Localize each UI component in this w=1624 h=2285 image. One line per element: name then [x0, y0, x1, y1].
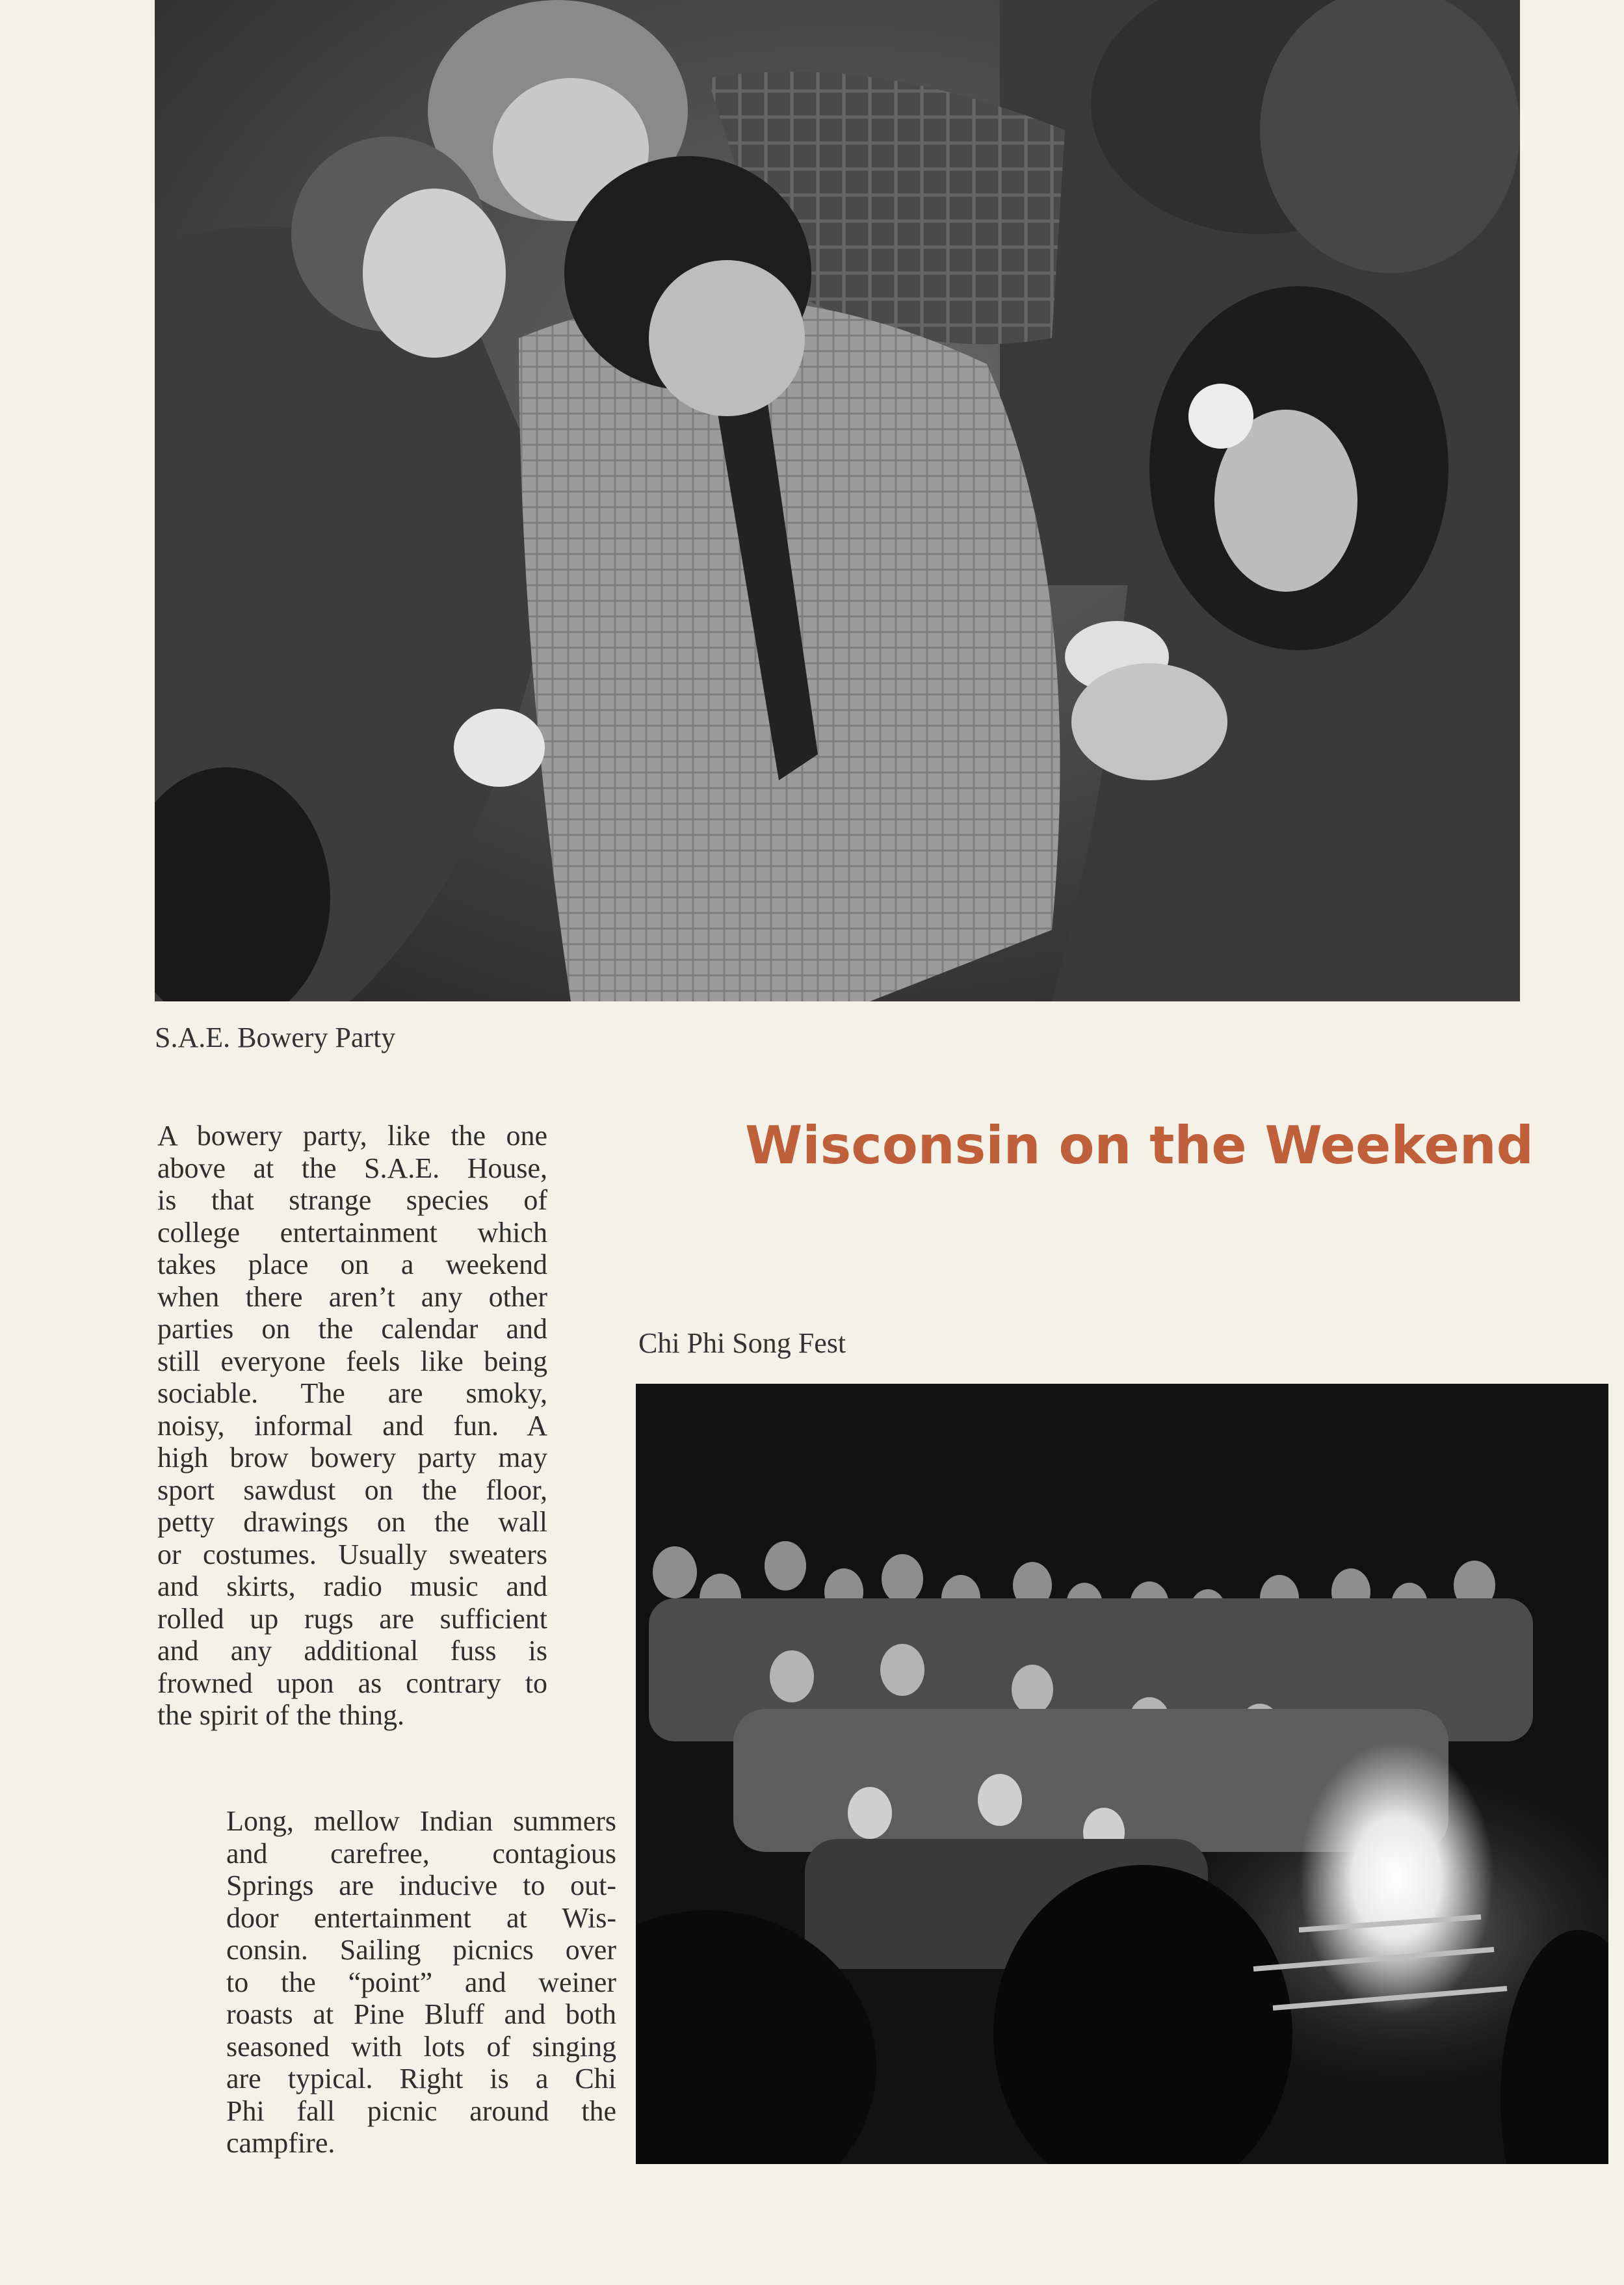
text-line: Phi fall picnic around the	[226, 2094, 616, 2127]
text-line: rolled up rugs are sufficient	[157, 1602, 547, 1635]
text-line: Springs are inducive to out-	[226, 1869, 616, 1901]
text-line: door entertainment at Wis-	[226, 1901, 616, 1934]
text-line: takes place on a weekend	[157, 1248, 547, 1280]
text-line: when there aren’t any other	[157, 1280, 547, 1313]
text-line: frowned upon as contrary to	[157, 1667, 547, 1699]
text-line: seasoned with lots of singing	[226, 2030, 616, 2063]
text-line: petty drawings on the wall	[157, 1506, 547, 1538]
text-line: sociable. The are smoky,	[157, 1377, 547, 1409]
photo-chi-phi-song-fest	[636, 1384, 1608, 2164]
text-line: or costumes. Usually sweaters	[157, 1538, 547, 1570]
photo-sae-bowery-party-image	[155, 0, 1520, 1001]
text-line: the spirit of the thing.	[157, 1699, 405, 1731]
text-line: and carefree, contagious	[226, 1837, 616, 1869]
text-line: and any additional fuss is	[157, 1635, 547, 1667]
text-line: high brow bowery party may	[157, 1442, 547, 1473]
photo-sae-bowery-party	[155, 0, 1520, 1001]
caption-sae-bowery-party: S.A.E. Bowery Party	[155, 1022, 396, 1053]
text-line: sport sawdust on the floor,	[157, 1473, 547, 1506]
text-line: college entertainment which	[157, 1216, 547, 1248]
caption-chi-phi-song-fest: Chi Phi Song Fest	[638, 1327, 846, 1359]
body-paragraph-picnic	[226, 1805, 616, 2160]
text-line: still everyone feels like being	[157, 1345, 547, 1377]
text-line: noisy, informal and fun. A	[157, 1409, 547, 1442]
text-line: parties on the calendar and	[157, 1313, 547, 1345]
text-line: are typical. Right is a Chi	[226, 2063, 616, 2094]
body-paragraph-bowery	[157, 1120, 547, 1732]
text-line: A bowery party, like the one	[157, 1120, 547, 1152]
text-line: to the “point” and weiner	[226, 1966, 616, 1998]
photo-chi-phi-song-fest-image	[636, 1384, 1608, 2164]
text-line: Long, mellow Indian summers	[226, 1805, 616, 1837]
text-line: above at the S.A.E. House,	[157, 1152, 547, 1184]
text-line: is that strange species of	[157, 1184, 547, 1216]
page-headline: Wisconsin on the Weekend	[745, 1115, 1534, 1176]
text-line: campfire.	[226, 2127, 335, 2159]
text-line: and skirts, radio music and	[157, 1570, 547, 1602]
text-line: roasts at Pine Bluff and both	[226, 1998, 616, 2030]
text-line: consin. Sailing picnics over	[226, 1934, 616, 1966]
